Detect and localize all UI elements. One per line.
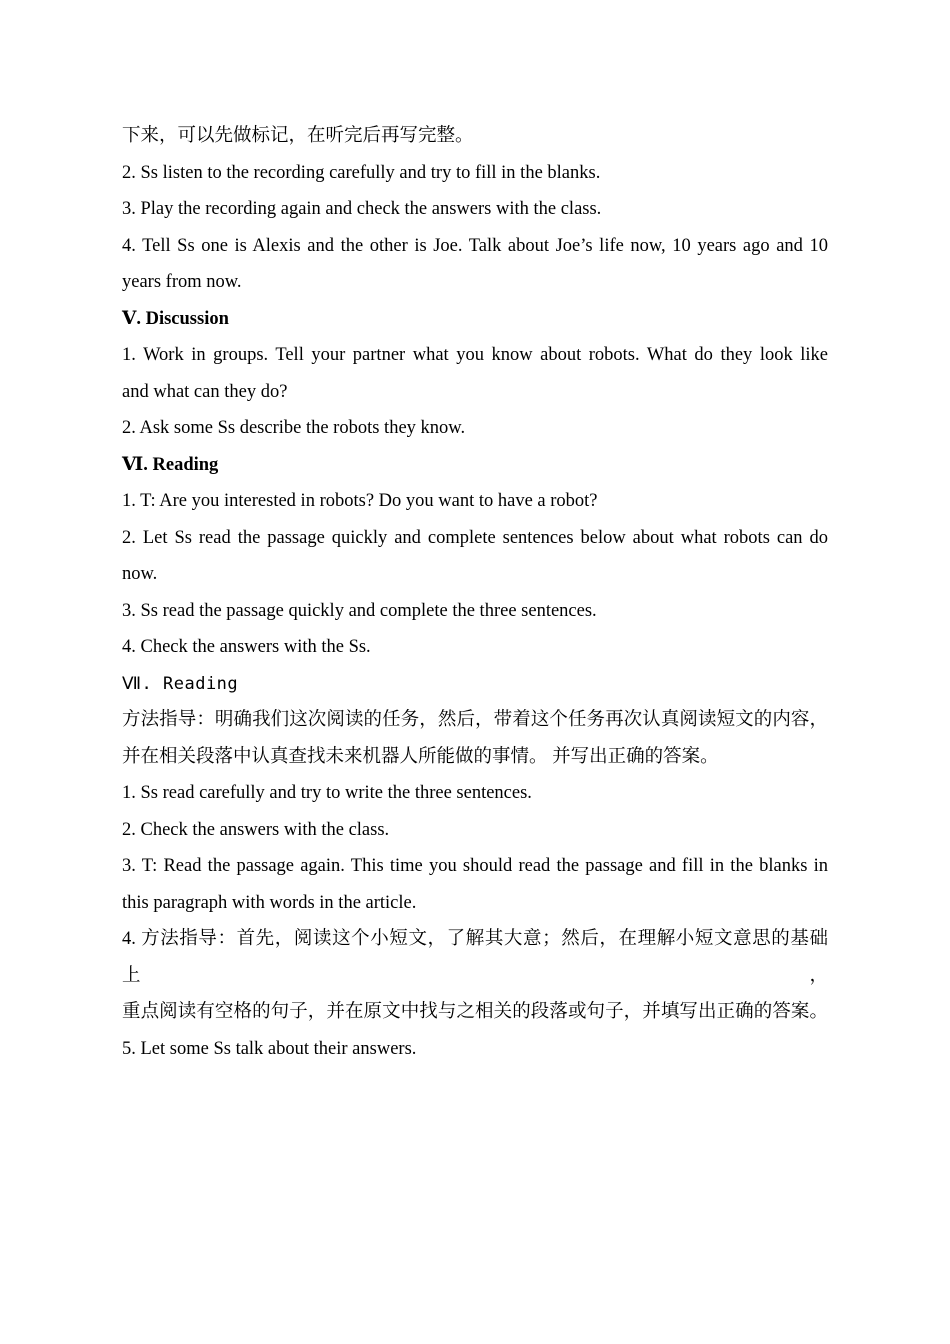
text-line: 1. Ss read carefully and try to write the three sentences. [122, 783, 532, 803]
text-line: years from now. [122, 272, 242, 292]
text-line: this paragraph with words in the article. [122, 892, 417, 913]
text-line: 1. Work in groups. Tell your partner what you know about robots. What do they look like [122, 345, 828, 365]
text-line: now. [122, 564, 158, 584]
text-line: 2. Let Ss read the passage quickly and complete sentences below about what robots can do [122, 527, 828, 548]
text-line: 5. Let some Ss talk about their answers. [122, 1038, 417, 1059]
text-line: 3. T: Read the passage again. This time you should read the passage and fill in the blanks in [122, 856, 828, 876]
text-line: 2. Check the answers with the class. [122, 819, 390, 840]
text-line: and what can they do? [122, 381, 288, 402]
section-heading-discussion: Ⅴ. Discussion [122, 308, 229, 329]
text-line: 4. Tell Ss one is Alexis and the other is Joe. Talk about Joe’s life now, 10 years ago and 10 [122, 235, 828, 256]
text-line: 方法指导：明确我们这次阅读的任务，然后，带着这个任务再次认真阅读短文的内容， [122, 710, 828, 730]
text-line: 3. Play the recording again and check the answers with the class. [122, 199, 602, 219]
section-heading-reading: Ⅵ. Reading [122, 454, 219, 475]
text-line: 4. 方法指导：首先，阅读这个小短文，了解其大意；然后，在理解小短文意思的基础上， [122, 929, 828, 986]
section-heading-reading-2: Ⅶ. Reading [122, 673, 239, 694]
text-line: 2. Ask some Ss describe the robots they know. [122, 418, 466, 438]
text-line: 3. Ss read the passage quickly and complete the three sentences. [122, 600, 597, 621]
text-line: 4. Check the answers with the Ss. [122, 637, 371, 657]
text-line: 并在相关段落中认真查找未来机器人所能做的事情。 并写出正确的答案。 [122, 746, 719, 767]
text-line: 2. Ss listen to the recording carefully and try to fill in the blanks. [122, 162, 601, 183]
text-line: 1. T: Are you interested in robots? Do you want to have a robot? [122, 491, 598, 511]
text-line: 下来，可以先做标记，在听完后再写完整。 [122, 126, 474, 146]
document-page [122, 118, 828, 1067]
text-line: 重点阅读有空格的句子，并在原文中找与之相关的段落或句子，并填写出正确的答案。 [122, 1002, 828, 1022]
